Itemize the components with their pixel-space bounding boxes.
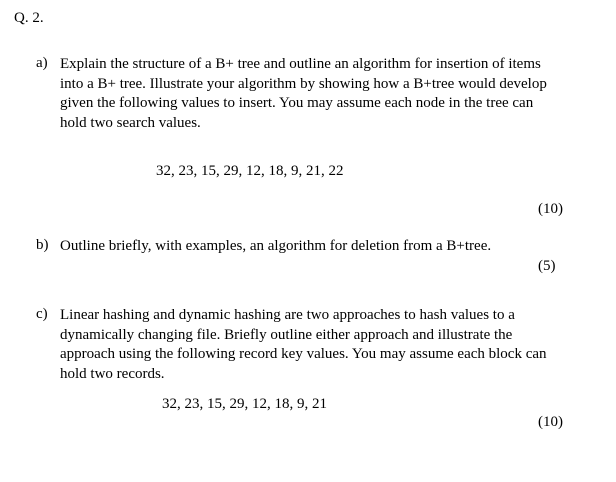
part-a-line-3: given the following values to insert. You may assume each node in the tree can <box>60 95 534 111</box>
part-c-text <box>60 306 600 384</box>
part-a-text <box>60 55 600 133</box>
part-a-label: a) <box>36 55 48 71</box>
part-b-text <box>60 237 600 257</box>
part-c-values: 32, 23, 15, 29, 12, 18, 9, 21 <box>162 396 327 412</box>
question-number: Q. 2. <box>14 10 44 26</box>
part-a-line-4: hold two search values. <box>60 114 201 131</box>
part-c-line-2: dynamically changing file. Briefly outline either approach and illustrate the <box>60 326 513 343</box>
part-c-marks: (10) <box>538 414 563 430</box>
part-a-marks: (10) <box>538 201 563 217</box>
part-c-line-1: Linear hashing and dynamic hashing are two approaches to hash values to a <box>60 307 515 323</box>
part-c-line-3: approach using the following record key values. You may assume each block can <box>60 346 547 362</box>
part-b-line-1: Outline briefly, with examples, an algorithm for deletion from a B+tree. <box>60 238 492 254</box>
part-a-values: 32, 23, 15, 29, 12, 18, 9, 21, 22 <box>156 163 344 179</box>
part-c-line-4: hold two records. <box>60 365 165 382</box>
part-a-line-1: Explain the structure of a B+ tree and outline an algorithm for insertion of items <box>60 56 541 72</box>
part-b-marks: (5) <box>538 258 556 274</box>
part-c-label: c) <box>36 306 48 322</box>
part-b-label: b) <box>36 237 49 253</box>
part-a-line-2: into a B+ tree. Illustrate your algorithm by showing how a B+tree would develop <box>60 75 547 92</box>
